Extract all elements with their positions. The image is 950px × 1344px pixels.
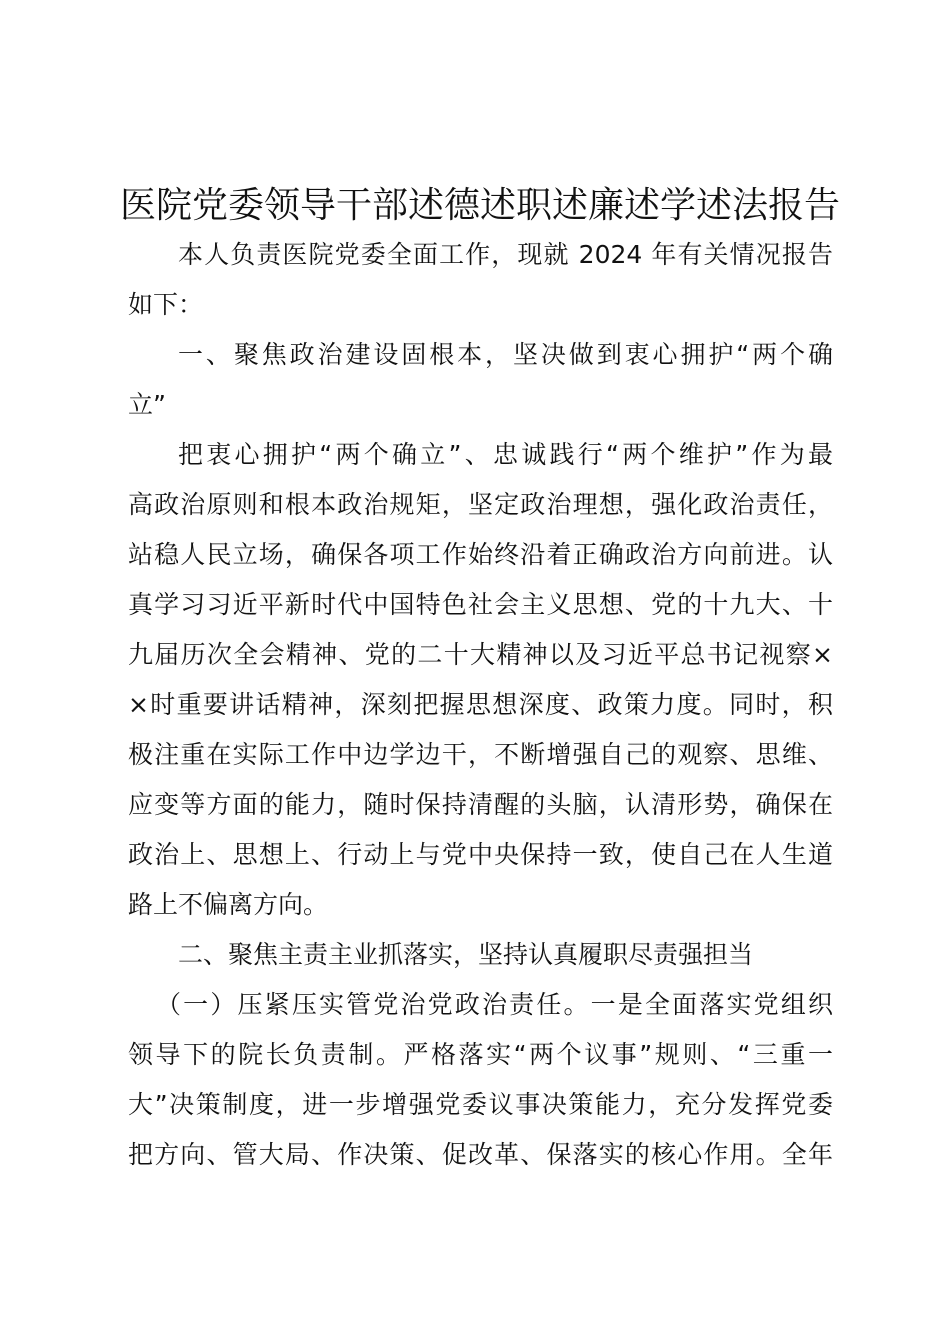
- paragraph-line: 大”决策制度，进一步增强党委议事决策能力，充分发挥党委: [128, 1090, 833, 1119]
- paragraph-line: 本人负责医院党委全面工作，现就 2024 年有关情况报告: [178, 240, 833, 269]
- paragraph-line: 高政治原则和根本政治规矩，坚定政治理想，强化政治责任，: [128, 490, 833, 519]
- paragraph-line: ×时重要讲话精神，深刻把握思想深度、政策力度。同时，积: [128, 690, 833, 719]
- paragraph-line: 应变等方面的能力，随时保持清醒的头脑，认清形势，确保在: [128, 790, 833, 819]
- paragraph-line: 路上不偏离方向。: [128, 890, 329, 919]
- paragraph-line: 站稳人民立场，确保各项工作始终沿着正确政治方向前进。认: [128, 540, 833, 569]
- paragraph-line: 真学习习近平新时代中国特色社会主义思想、党的十九大、十: [128, 590, 833, 619]
- paragraph-line: （一）压紧压实管党治党政治责任。一是全面落实党组织: [156, 990, 833, 1019]
- paragraph-line: 领导下的院长负责制。严格落实“两个议事”规则、“三重一: [128, 1040, 833, 1069]
- paragraph-line: 如下：: [128, 290, 204, 319]
- section-heading-line: 一、聚焦政治建设固根本，坚决做到衷心拥护“两个确: [178, 340, 833, 369]
- paragraph-line: 把方向、管大局、作决策、促改革、保落实的核心作用。全年: [128, 1140, 833, 1169]
- paragraph-line: 极注重在实际工作中边学边干，不断增强自己的观察、思维、: [128, 740, 833, 769]
- section-heading-line: 立”: [128, 390, 166, 419]
- paragraph-line: 政治上、思想上、行动上与党中央保持一致，使自己在人生道: [128, 840, 833, 869]
- paragraph-line: 九届历次全会精神、党的二十大精神以及习近平总书记视察×: [128, 640, 833, 669]
- document-title: 医院党委领导干部述德述职述廉述学述法报告: [119, 185, 840, 226]
- section-heading-line: 二、聚焦主责主业抓落实，坚持认真履职尽责强担当: [178, 940, 754, 969]
- paragraph-line: 把衷心拥护“两个确立”、忠诚践行“两个维护”作为最: [178, 440, 833, 469]
